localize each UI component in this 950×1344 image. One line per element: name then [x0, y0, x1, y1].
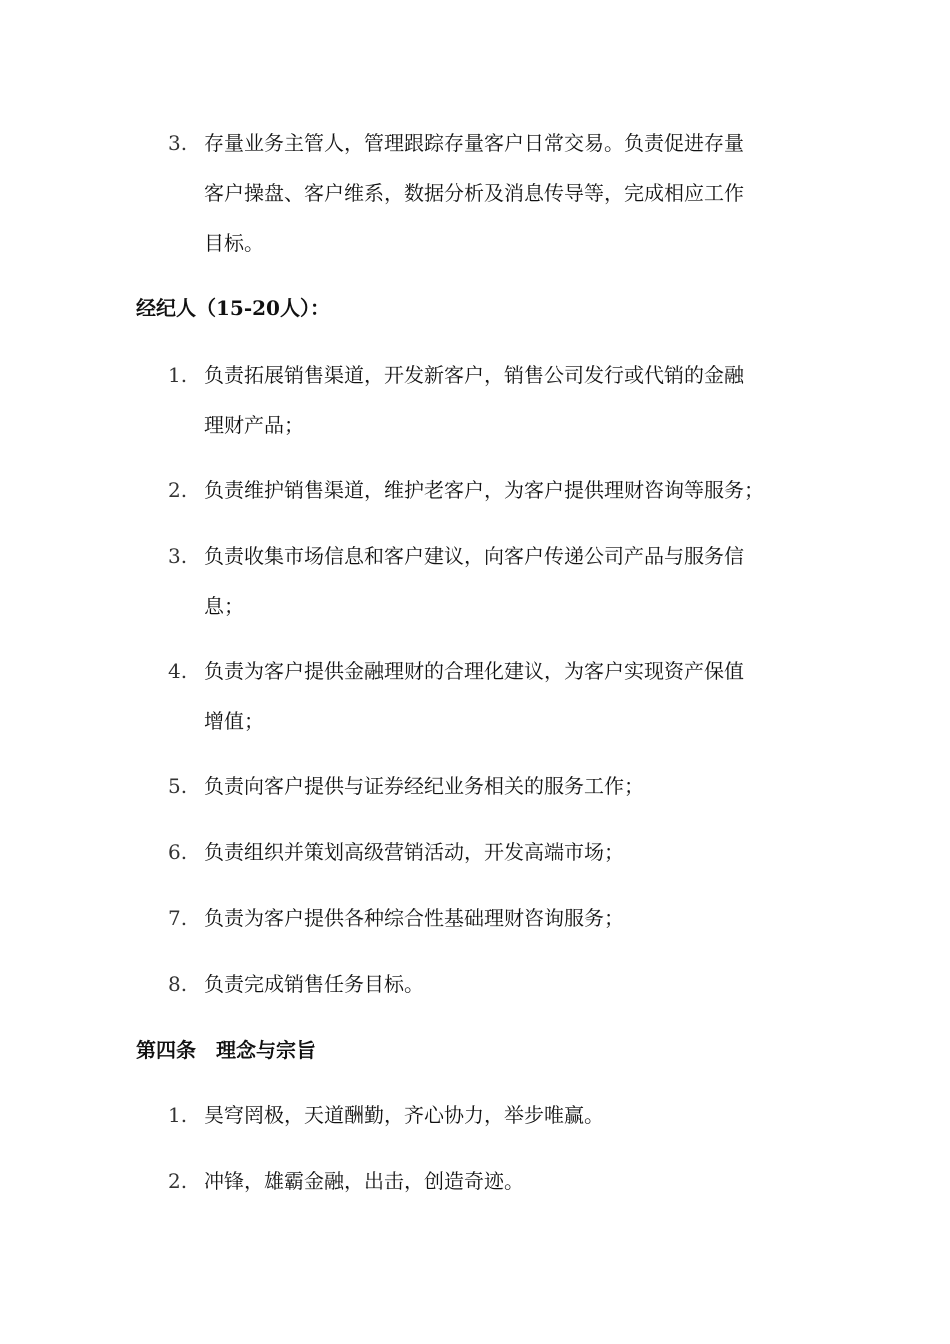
list-number: 2.	[168, 478, 188, 502]
list-item-text-line: 息；	[204, 594, 244, 618]
list-item-supervisor-3	[168, 118, 828, 268]
list-item-text-line: 客户操盘、客户维系，数据分析及消息传导等，完成相应工作	[204, 181, 744, 205]
list-item-text-line: 负责完成销售任务目标。	[204, 972, 424, 996]
list-item-text-line: 负责组织并策划高级营销活动，开发高端市场；	[204, 840, 624, 864]
list-item-philosophy-1	[168, 1090, 828, 1140]
list-item-text-line: 负责收集市场信息和客户建议，向客户传递公司产品与服务信	[204, 544, 744, 568]
list-item-text-line: 负责维护销售渠道，维护老客户，为客户提供理财咨询等服务；	[204, 478, 764, 502]
list-item-text-line: 存量业务主管人，管理跟踪存量客户日常交易。负责促进存量	[204, 131, 744, 155]
list-number: 7.	[168, 906, 188, 930]
list-item-text-line: 昊穹罔极，天道酬勤，齐心协力，举步唯赢。	[204, 1103, 604, 1127]
list-number: 5.	[168, 774, 188, 798]
list-item-text-line: 负责向客户提供与证券经纪业务相关的服务工作；	[204, 774, 644, 798]
list-item-broker-7	[168, 893, 828, 943]
list-item-broker-3	[168, 531, 828, 631]
list-item-text-line: 目标。	[204, 231, 264, 255]
list-number: 4.	[168, 659, 188, 683]
list-item-text-line: 理财产品；	[204, 413, 304, 437]
list-item-broker-1	[168, 350, 828, 450]
list-item-text-line: 负责为客户提供各种综合性基础理财咨询服务；	[204, 906, 624, 930]
list-item-text-line: 负责拓展销售渠道，开发新客户，销售公司发行或代销的金融	[204, 363, 744, 387]
section-heading-broker: 经纪人（15-20人）：	[136, 296, 330, 320]
list-number: 1.	[168, 363, 188, 387]
list-item-broker-6	[168, 827, 828, 877]
list-number: 6.	[168, 840, 188, 864]
list-item-broker-5	[168, 761, 828, 811]
list-item-philosophy-2	[168, 1156, 828, 1206]
list-number: 3.	[168, 544, 188, 568]
list-item-broker-2	[168, 465, 828, 515]
list-item-text-line: 增值；	[204, 709, 264, 733]
list-number: 8.	[168, 972, 188, 996]
section-heading-article-4: 第四条 理念与宗旨	[136, 1038, 316, 1062]
list-item-text-line: 冲锋，雄霸金融，出击，创造奇迹。	[204, 1169, 524, 1193]
list-item-broker-8	[168, 959, 828, 1009]
list-item-broker-4	[168, 646, 828, 746]
list-item-text-line: 负责为客户提供金融理财的合理化建议，为客户实现资产保值	[204, 659, 744, 683]
list-number: 2.	[168, 1169, 188, 1193]
list-number: 1.	[168, 1103, 188, 1127]
list-number: 3.	[168, 131, 188, 155]
